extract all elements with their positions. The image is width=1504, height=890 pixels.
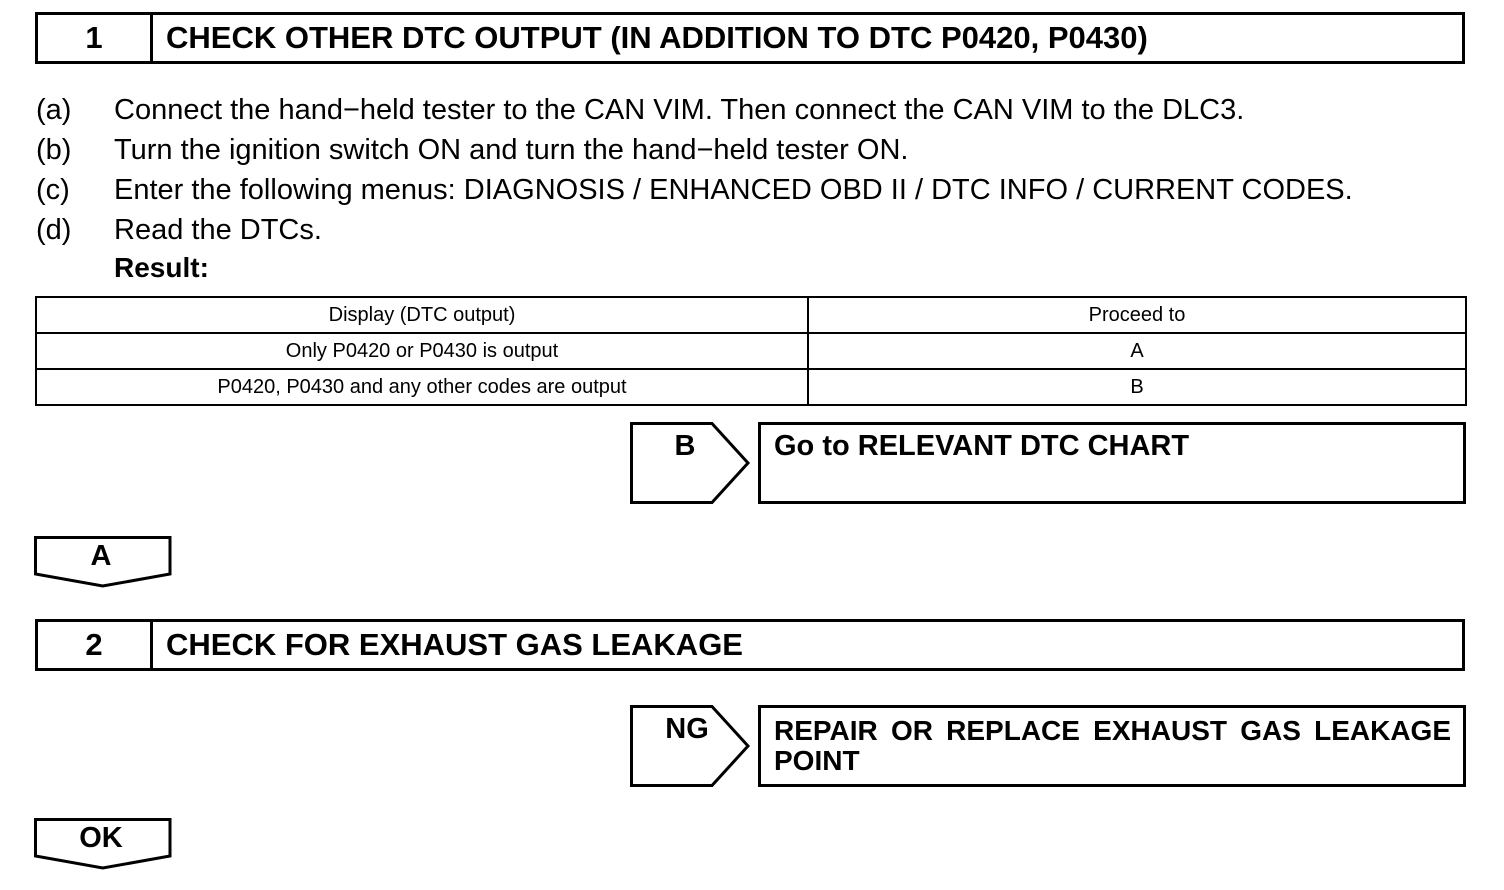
instruction-label: (b) bbox=[36, 133, 72, 166]
instruction-item bbox=[36, 210, 1476, 250]
step-2-header bbox=[35, 619, 1465, 671]
branch-b-action: Go to RELEVANT DTC CHART bbox=[758, 422, 1466, 504]
continue-label: A bbox=[90, 540, 112, 572]
step-title: CHECK FOR EXHAUST GAS LEAKAGE bbox=[166, 627, 743, 662]
instruction-item bbox=[36, 130, 1476, 170]
instruction-text: Connect the hand−held tester to the CAN VIM. Then connect the CAN VIM to the DLC3. bbox=[114, 93, 1245, 126]
table-cell: P0420, P0430 and any other codes are output bbox=[36, 369, 808, 405]
table-header-row bbox=[36, 297, 1466, 333]
table-cell: B bbox=[808, 369, 1466, 405]
result-table bbox=[35, 296, 1467, 406]
instruction-text: Read the DTCs. bbox=[114, 213, 322, 246]
instruction-text: Turn the ignition switch ON and turn the hand−held tester ON. bbox=[114, 133, 909, 166]
instruction-label: (d) bbox=[36, 213, 72, 246]
continue-a-arrow bbox=[34, 536, 172, 588]
instruction-item bbox=[36, 170, 1476, 210]
instruction-label: (a) bbox=[36, 93, 72, 126]
table-header-cell: Display (DTC output) bbox=[36, 297, 808, 333]
branch-label: NG bbox=[665, 713, 709, 745]
table-cell: A bbox=[808, 333, 1466, 369]
branch-ng-arrow bbox=[630, 705, 752, 787]
table-row bbox=[36, 369, 1466, 405]
branch-label: B bbox=[674, 430, 696, 462]
step-1-header bbox=[35, 12, 1465, 64]
instruction-label: (c) bbox=[36, 173, 70, 206]
branch-ng-action: REPAIR OR REPLACE EXHAUST GAS LEAKAGE POINT bbox=[758, 705, 1466, 787]
step-title: CHECK OTHER DTC OUTPUT (IN ADDITION TO DTC P0420, P0430) bbox=[166, 20, 1148, 55]
continue-label: OK bbox=[79, 822, 123, 854]
continue-ok-arrow bbox=[34, 818, 172, 870]
instruction-text: Enter the following menus: DIAGNOSIS / ENHANCED OBD II / DTC INFO / CURRENT CODES. bbox=[114, 173, 1353, 206]
instruction-list bbox=[36, 90, 1476, 250]
table-row bbox=[36, 333, 1466, 369]
step-number: 1 bbox=[38, 15, 153, 61]
branch-b-arrow bbox=[630, 422, 752, 504]
instruction-item bbox=[36, 90, 1476, 130]
step-number: 2 bbox=[38, 622, 153, 668]
table-header-cell: Proceed to bbox=[808, 297, 1466, 333]
table-cell: Only P0420 or P0430 is output bbox=[36, 333, 808, 369]
result-label: Result: bbox=[114, 252, 209, 283]
